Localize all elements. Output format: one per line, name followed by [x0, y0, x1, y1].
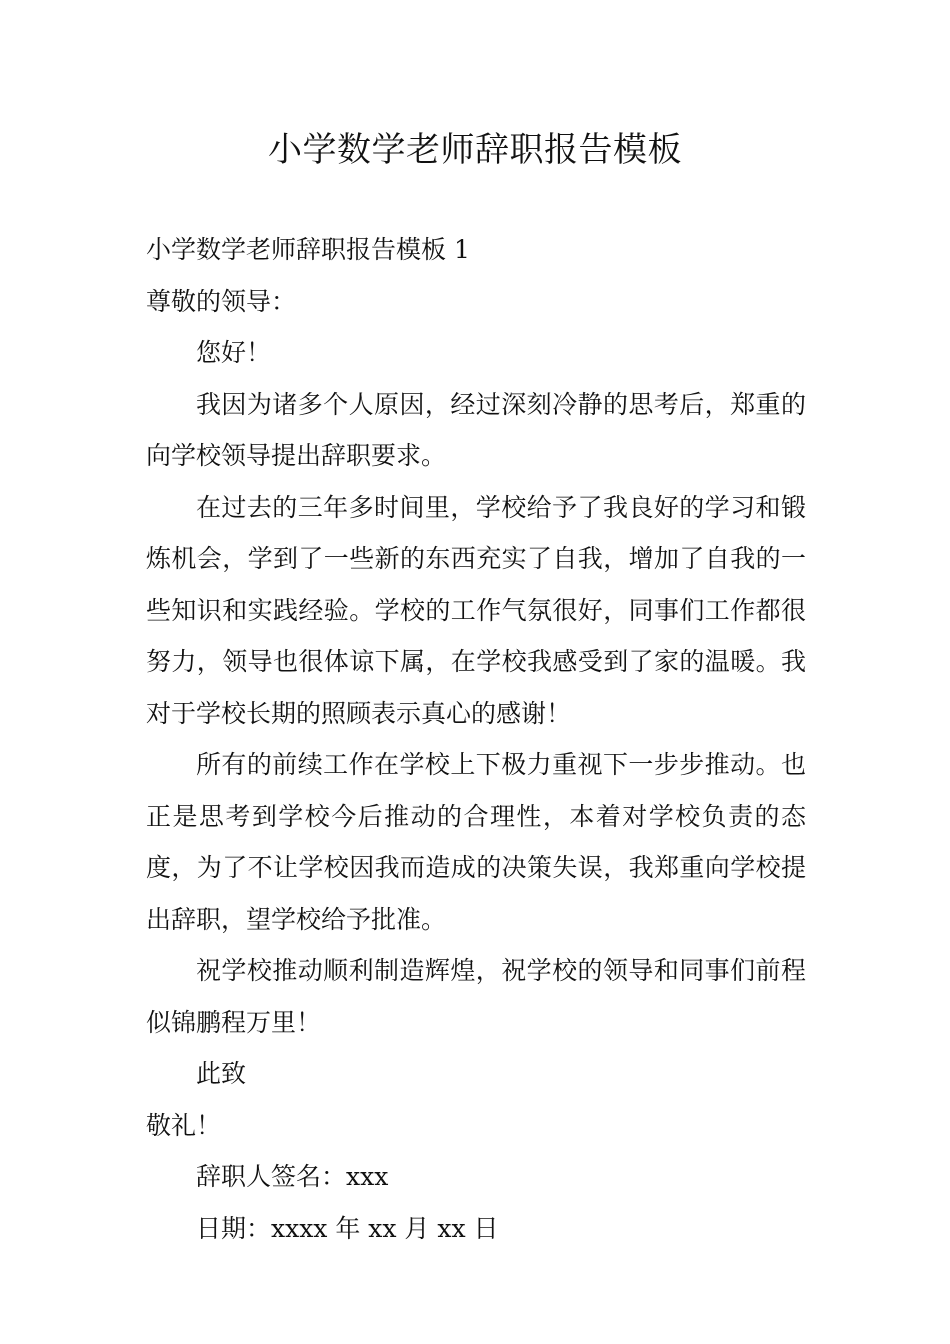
closing-line-1: 此致 — [196, 1059, 247, 1088]
paragraph-4: 祝学校推动顺利制造辉煌，祝学校的领导和同事们前程似锦鹏程万里！ — [146, 956, 806, 1037]
paragraph-3: 所有的前续工作在学校上下极力重视下一步步推动。也正是思考到学校今后推动的合理性，本着对学校负责的态度，为了不让学校因我而造成的决策失误，我郑重向学校提出辞职，望学校给予批准。 — [146, 750, 806, 934]
document-title: 小学数学老师辞职报告模板 — [268, 130, 682, 170]
document-body — [146, 224, 806, 1254]
signature-line: 辞职人签名：xxx — [196, 1162, 389, 1191]
salutation: 尊敬的领导： — [146, 286, 297, 316]
greeting: 您好！ — [196, 338, 272, 367]
date-line: 日期：xxxx 年 xx 月 xx 日 — [196, 1213, 499, 1243]
paragraph-2: 在过去的三年多时间里，学校给予了我良好的学习和锻炼机会，学到了一些新的东西充实了自我，增加了自我的一些知识和实践经验。学校的工作气氛很好，同事们工作都很努力，领导也很体谅下属，在学校我感受到了家的温暖。我对于学校长期的照顾表示真心的感谢！ — [146, 492, 806, 728]
document-subtitle: 小学数学老师辞职报告模板 1 — [146, 235, 470, 264]
paragraph-1: 我因为诸多个人原因，经过深刻冷静的思考后，郑重的向学校领导提出辞职要求。 — [146, 389, 806, 470]
closing-line-2: 敬礼！ — [146, 1110, 222, 1140]
